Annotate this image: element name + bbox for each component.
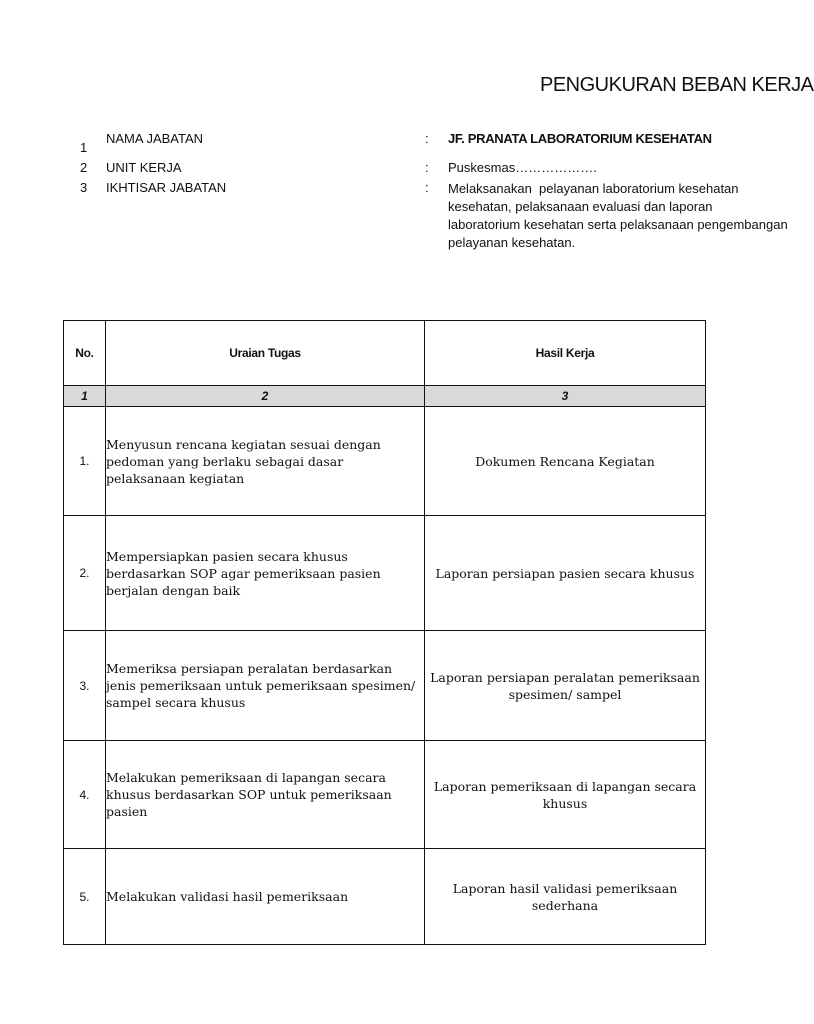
- task-result: Laporan hasil validasi pemeriksaan sederhana: [425, 849, 706, 945]
- task-table: [63, 320, 706, 945]
- task-result: Laporan persiapan peralatan pemeriksaan spesimen/ sampel: [425, 631, 706, 741]
- row-number: 1.: [64, 407, 106, 516]
- column-index: 1: [64, 386, 106, 407]
- info-label-summary: IKHTISAR JABATAN: [106, 180, 227, 195]
- table-row: [64, 516, 706, 631]
- info-number-1: 1: [80, 140, 88, 155]
- task-result: Dokumen Rencana Kegiatan: [425, 407, 706, 516]
- column-index: 2: [106, 386, 425, 407]
- table-row: [64, 407, 706, 516]
- column-header-result: Hasil Kerja: [425, 321, 706, 386]
- task-result: Laporan pemeriksaan di lapangan secara khusus: [425, 741, 706, 849]
- task-description: Mempersiapkan pasien secara khusus berdasarkan SOP agar pemeriksaan pasien berjalan dengan baik: [106, 516, 425, 631]
- column-header-no: No.: [64, 321, 106, 386]
- row-number: 3.: [64, 631, 106, 741]
- task-description: Melakukan pemeriksaan di lapangan secara khusus berdasarkan SOP untuk pemeriksaan pasien: [106, 741, 425, 849]
- info-value-summary: Melaksanakan pelayanan laboratorium kesehatan kesehatan, pelaksanaan evaluasi dan laporan laboratorium kesehatan serta pelaksanaan pengembangan pelayanan kesehatan.: [448, 181, 788, 250]
- row-number: 5.: [64, 849, 106, 945]
- column-header-task: Uraian Tugas: [106, 321, 425, 386]
- info-colon: :: [425, 131, 429, 146]
- table-row: [64, 849, 706, 945]
- info-colon: :: [425, 180, 429, 195]
- row-number: 4.: [64, 741, 106, 849]
- info-number-2: 2: [80, 160, 88, 175]
- info-number-3: 3: [80, 180, 88, 195]
- info-value-unit: Puskesmas……………….: [448, 160, 597, 175]
- table-row: [64, 631, 706, 741]
- page-title: PENGUKURAN BEBAN KERJA: [540, 74, 814, 96]
- task-result: Laporan persiapan pasien secara khusus: [425, 516, 706, 631]
- table-header-row: [64, 321, 706, 386]
- task-description: Menyusun rencana kegiatan sesuai dengan pedoman yang berlaku sebagai dasar pelaksanaan kegiatan: [106, 407, 425, 516]
- column-index-row: [64, 386, 706, 407]
- table-row: [64, 741, 706, 849]
- info-label-unit: UNIT KERJA: [106, 160, 182, 175]
- row-number: 2.: [64, 516, 106, 631]
- task-description: Melakukan validasi hasil pemeriksaan: [106, 849, 425, 945]
- info-colon: :: [425, 160, 429, 175]
- column-index: 3: [425, 386, 706, 407]
- task-description: Memeriksa persiapan peralatan berdasarkan jenis pemeriksaan untuk pemeriksaan spesimen/ sampel secara khusus: [106, 631, 425, 741]
- info-label-position: NAMA JABATAN: [106, 131, 204, 146]
- info-value-position: JF. PRANATA LABORATORIUM KESEHATAN: [448, 131, 712, 146]
